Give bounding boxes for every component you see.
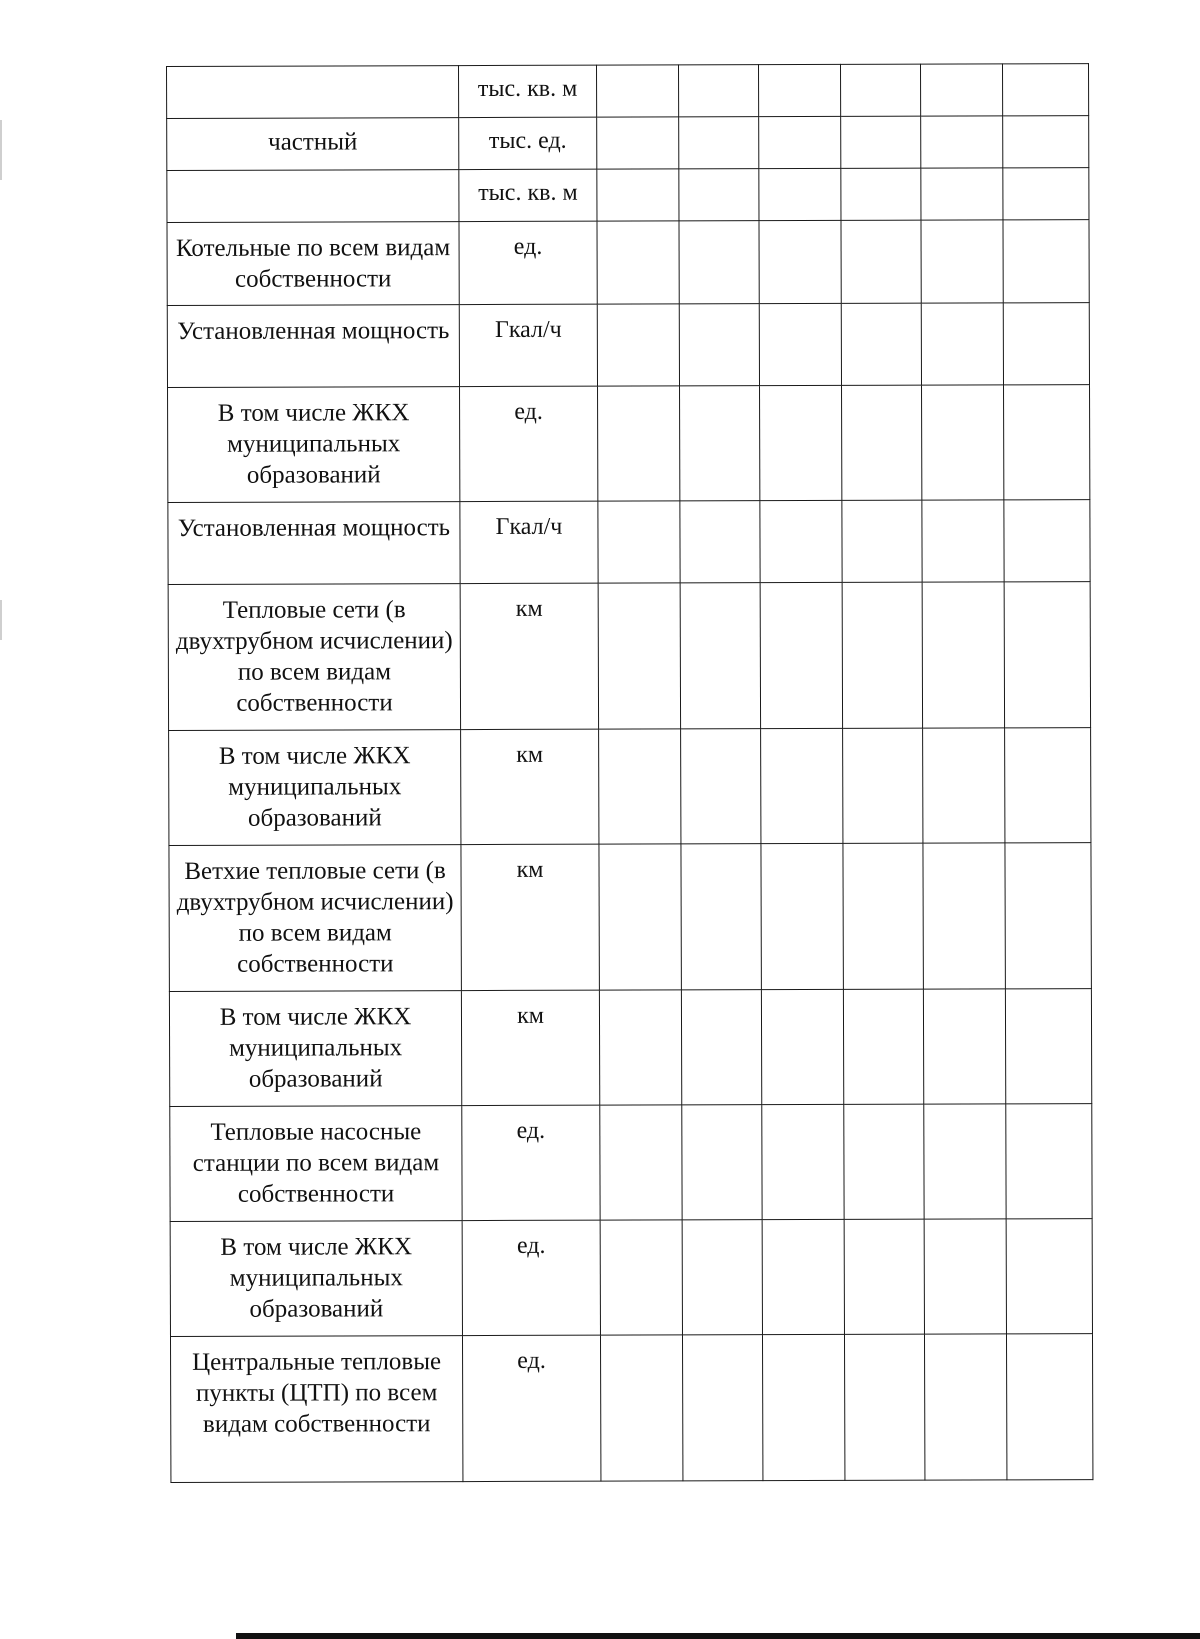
value-cell xyxy=(680,501,760,583)
value-cell xyxy=(761,843,843,989)
value-cell xyxy=(924,1219,1006,1334)
value-cell xyxy=(681,990,761,1105)
value-cell xyxy=(758,64,840,116)
value-cell xyxy=(1004,500,1090,582)
row-name-cell: В том числе ЖКХ муниципальных образований xyxy=(170,1221,462,1337)
row-name-cell: Тепловые насосные станции по всем видам собственности xyxy=(170,1106,462,1222)
value-cell xyxy=(1005,989,1091,1104)
value-cell xyxy=(759,168,841,220)
table-row xyxy=(167,168,1089,223)
value-cell xyxy=(921,168,1003,220)
table-row xyxy=(169,989,1091,1107)
value-cell xyxy=(597,221,679,304)
value-cell xyxy=(680,583,760,729)
row-unit-cell: тыс. кв. м xyxy=(459,169,597,221)
value-cell xyxy=(1005,728,1091,843)
row-name-cell xyxy=(167,66,459,119)
value-cell xyxy=(598,583,680,729)
row-name-cell: В том числе ЖКХ муниципальных образований xyxy=(169,991,461,1107)
table-row xyxy=(170,1219,1092,1337)
row-unit-cell: ед. xyxy=(462,1105,600,1220)
value-cell xyxy=(1004,385,1090,500)
value-cell xyxy=(679,221,759,304)
value-cell xyxy=(923,989,1005,1104)
value-cell xyxy=(842,582,922,728)
value-cell xyxy=(759,220,841,303)
table-row xyxy=(168,385,1090,503)
statistics-table xyxy=(166,63,1093,1483)
value-cell xyxy=(921,220,1003,303)
row-name-cell xyxy=(167,170,459,223)
scan-bottom-edge xyxy=(236,1633,1200,1639)
value-cell xyxy=(844,1219,924,1334)
value-cell xyxy=(678,65,758,117)
row-unit-cell: км xyxy=(461,729,599,844)
value-cell xyxy=(844,1104,924,1219)
row-unit-cell: км xyxy=(461,844,599,990)
row-unit-cell: ед. xyxy=(462,1335,600,1481)
value-cell xyxy=(922,385,1004,500)
row-unit-cell: тыс. кв. м xyxy=(459,65,597,117)
table-row xyxy=(170,1104,1092,1222)
value-cell xyxy=(1002,64,1088,116)
value-cell xyxy=(841,116,921,168)
value-cell xyxy=(597,304,679,386)
row-unit-cell: Гкал/ч xyxy=(460,501,598,583)
row-name-cell: В том числе ЖКХ муниципальных образований xyxy=(169,730,461,846)
value-cell xyxy=(1003,168,1089,220)
value-cell xyxy=(598,386,680,501)
value-cell xyxy=(679,117,759,169)
table-row xyxy=(167,303,1089,388)
value-cell xyxy=(600,1335,682,1481)
value-cell xyxy=(598,501,680,583)
value-cell xyxy=(923,843,1005,989)
row-unit-cell: ед. xyxy=(459,221,597,304)
value-cell xyxy=(759,303,841,385)
value-cell xyxy=(597,169,679,221)
table-row xyxy=(167,116,1089,171)
value-cell xyxy=(681,844,761,990)
value-cell xyxy=(840,64,920,116)
value-cell xyxy=(921,303,1003,385)
value-cell xyxy=(759,116,841,168)
value-cell xyxy=(599,990,681,1105)
value-cell xyxy=(762,1334,844,1480)
value-cell xyxy=(599,844,681,990)
value-cell xyxy=(1006,1334,1092,1480)
value-cell xyxy=(1003,303,1089,385)
value-cell xyxy=(762,1104,844,1219)
value-cell xyxy=(844,1334,924,1480)
value-cell xyxy=(923,728,1005,843)
value-cell xyxy=(1005,843,1091,989)
row-unit-cell: Гкал/ч xyxy=(459,304,597,386)
value-cell xyxy=(679,169,759,221)
table-row xyxy=(169,843,1091,992)
table-row xyxy=(169,728,1091,846)
value-cell xyxy=(762,1219,844,1334)
value-cell xyxy=(600,1105,682,1220)
row-unit-cell: тыс. ед. xyxy=(459,117,597,169)
row-unit-cell: км xyxy=(460,583,598,729)
value-cell xyxy=(597,117,679,169)
value-cell xyxy=(682,1335,762,1481)
value-cell xyxy=(1003,116,1089,168)
table-row xyxy=(167,220,1089,306)
table-row xyxy=(168,500,1090,585)
value-cell xyxy=(760,385,842,500)
value-cell xyxy=(680,386,760,501)
value-cell xyxy=(843,728,923,843)
value-cell xyxy=(921,116,1003,168)
value-cell xyxy=(841,168,921,220)
row-unit-cell: ед. xyxy=(460,386,598,501)
value-cell xyxy=(842,500,922,582)
row-name-cell: Установленная мощность xyxy=(167,305,459,388)
value-cell xyxy=(843,843,923,989)
value-cell xyxy=(842,385,922,500)
row-name-cell: Центральные тепловые пункты (ЦТП) по всем видам собственности xyxy=(170,1336,462,1483)
table-row xyxy=(167,64,1089,119)
value-cell xyxy=(761,728,843,843)
value-cell xyxy=(682,1105,762,1220)
value-cell xyxy=(920,64,1002,116)
value-cell xyxy=(841,220,921,303)
row-name-cell: В том числе ЖКХ муниципальных образований xyxy=(168,387,460,503)
value-cell xyxy=(682,1220,762,1335)
scan-edge-mark xyxy=(0,120,2,180)
row-name-cell: Котельные по всем видам собственности xyxy=(167,222,459,306)
value-cell xyxy=(924,1334,1006,1480)
value-cell xyxy=(760,582,842,728)
value-cell xyxy=(1003,220,1089,303)
value-cell xyxy=(600,1220,682,1335)
value-cell xyxy=(1006,1104,1092,1219)
value-cell xyxy=(1004,582,1090,728)
value-cell xyxy=(841,303,921,385)
value-cell xyxy=(922,582,1004,728)
row-name-cell: Тепловые сети (в двухтрубном исчислении) по всем видам собственности xyxy=(168,584,460,731)
value-cell xyxy=(924,1104,1006,1219)
value-cell xyxy=(843,989,923,1104)
value-cell xyxy=(679,304,759,386)
value-cell xyxy=(681,729,761,844)
value-cell xyxy=(761,989,843,1104)
value-cell xyxy=(760,500,842,582)
value-cell xyxy=(599,729,681,844)
table-row xyxy=(170,1334,1092,1483)
value-cell xyxy=(922,500,1004,582)
row-name-cell: Ветхие тепловые сети (в двухтрубном исчислении) по всем видам собственности xyxy=(169,845,461,992)
row-unit-cell: ед. xyxy=(462,1220,600,1335)
table-row xyxy=(168,582,1090,731)
value-cell xyxy=(596,65,678,117)
row-name-cell: Установленная мощность xyxy=(168,502,460,585)
scan-edge-mark xyxy=(0,600,2,640)
value-cell xyxy=(1006,1219,1092,1334)
row-unit-cell: км xyxy=(461,990,599,1105)
row-name-cell: частный xyxy=(167,118,459,171)
statistics-table-wrapper xyxy=(166,63,1092,1483)
